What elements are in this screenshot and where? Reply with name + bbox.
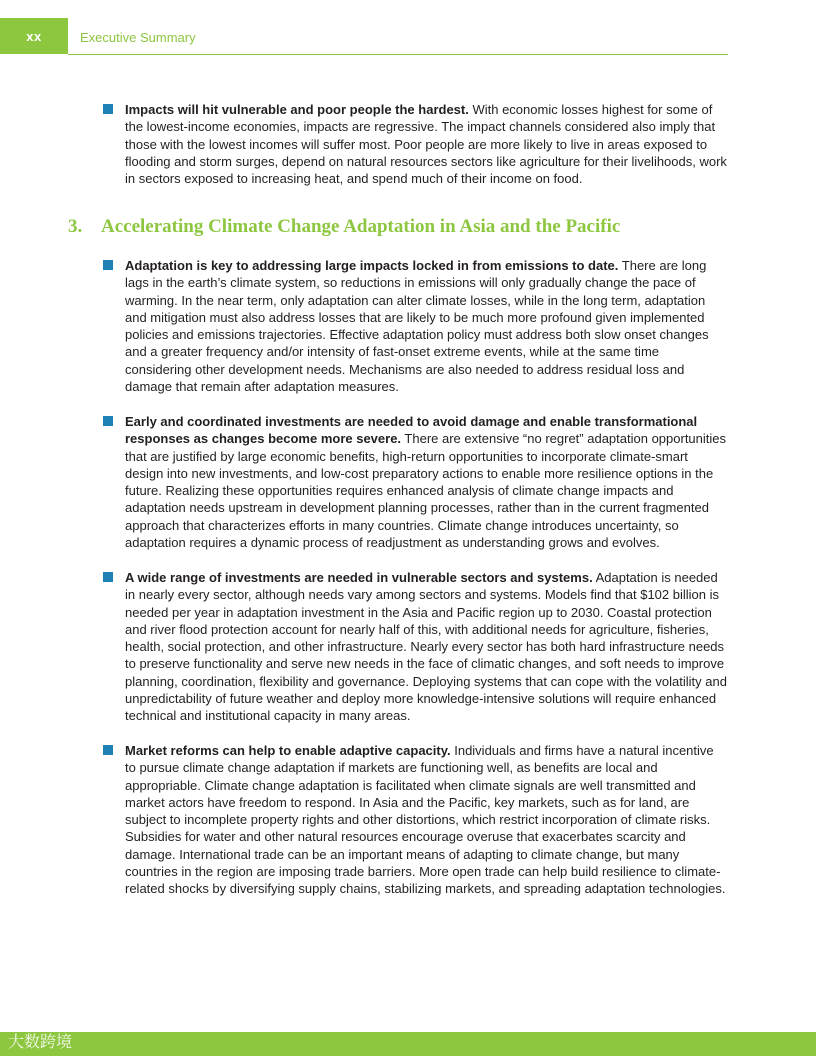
list-item bbox=[103, 569, 728, 725]
bullet-lead: Adaptation is key to addressing large impacts locked in from emissions to date. bbox=[125, 258, 619, 273]
bullet-lead: Impacts will hit vulnerable and poor people the hardest. bbox=[125, 102, 469, 117]
list-item bbox=[103, 413, 728, 551]
bullet-lead: A wide range of investments are needed in vulnerable sectors and systems. bbox=[125, 570, 593, 585]
bullet-body: There are long lags in the earth’s climate system, so reductions in emissions will only gradually change the pace of warming. In the near term, only adaptation can alter climate losses, while in the long term, adaptation and mitigation must also address losses that are likely to be much more profound given implemented policies and emissions trajectories. Effective adaptation policy must address both slow onset changes and a greater frequency and/or intensity of fast-onset extreme events, while at the same time considering other development needs. Mechanisms are also needed to address residual loss and damage that remain after adaptation measures. bbox=[125, 258, 709, 395]
bullet-body: There are extensive “no regret” adaptation opportunities that are justified by large economic benefits, high-return opportunities to incorporate climate-smart design into new investments, and low-cost preparatory actions to enable more resilience options in the future. Realizing these opportunities requires enhanced analysis of climate change impacts and adaptation needs upstream in development planning processes, rather than in the current fragmented approach that characterizes efforts in many countries. Climate change introduces uncertainty, so adaptation requires a dynamic process of readjustment as understanding grows and evolves. bbox=[125, 431, 727, 551]
running-title: Executive Summary bbox=[80, 30, 196, 45]
bullet-lead: Market reforms can help to enable adaptive capacity. bbox=[125, 743, 451, 758]
section-number: 3. bbox=[68, 216, 83, 237]
section-title: Accelerating Climate Change Adaptation in Asia and the Pacific bbox=[101, 216, 621, 237]
list-item bbox=[103, 742, 728, 898]
page-number: xx bbox=[26, 28, 42, 44]
bullet-body: Adaptation is needed in nearly every sector, although needs vary among sectors and systems. Models find that $102 billion is needed per year in adaptation investment in the Asia and Pacific region up to 2030. Coastal protection and river flood protection account for nearly half of this, with additional needs for agriculture, fisheries, health, social protection, and other infrastructure. Nearly every sector has both hard infrastructure needs to preserve functionality and serve new needs in the face of climatic changes, and soft needs to improve planning, coordination, flexibility and governance. Deploying systems that can cope with the volatility and unpredictability of future weather and deploy more knowledge-intensive solutions will require enhanced technical and institutional capacity in many areas. bbox=[125, 570, 727, 724]
bullet-square-icon bbox=[103, 260, 113, 270]
list-item bbox=[103, 257, 728, 395]
section-heading bbox=[68, 216, 748, 238]
bullet-body: Individuals and firms have a natural incentive to pursue climate change adaptation if markets are functioning well, as benefits are local and appropriable. Climate change adaptation is facilitated when climate signals are well transmitted and market actors have freedom to respond. In Asia and the Pacific, key markets, such as for land, are subject to incomplete property rights and other distortions, which restrict incorporation of climate risks. Subsidies for water and other natural resources encourage overuse that exacerbates scarcity and damage. International trade can be an important means of adapting to climate change, but many countries in the region are imposing trade barriers. More open trade can help build resilience to climate-related shocks by diversifying supply chains, stabilizing markets, and spreading adaptation technologies. bbox=[125, 743, 726, 897]
list-item bbox=[103, 101, 728, 187]
bullet-lead: Early and coordinated investments are needed to avoid damage and enable transformational responses as changes become more severe. bbox=[125, 414, 698, 447]
bullet-square-icon bbox=[103, 104, 113, 114]
footer-bar bbox=[0, 1032, 816, 1056]
watermark: 大数跨境 bbox=[8, 1032, 73, 1051]
bullet-body: With economic losses highest for some of the lowest-income economies, impacts are regressive. The impact channels considered also imply that those with the lowest incomes will suffer most. Poor people are more likely to live in areas exposed to flooding and storm surges, depend on natural resources sectors like agriculture for their livelihoods, work in sectors exposed to increasing heat, and spend much of their income on food. bbox=[125, 102, 727, 187]
header-divider bbox=[68, 54, 728, 55]
page-number-tab bbox=[0, 18, 68, 54]
bullet-square-icon bbox=[103, 572, 113, 582]
bullet-square-icon bbox=[103, 416, 113, 426]
bullet-square-icon bbox=[103, 745, 113, 755]
